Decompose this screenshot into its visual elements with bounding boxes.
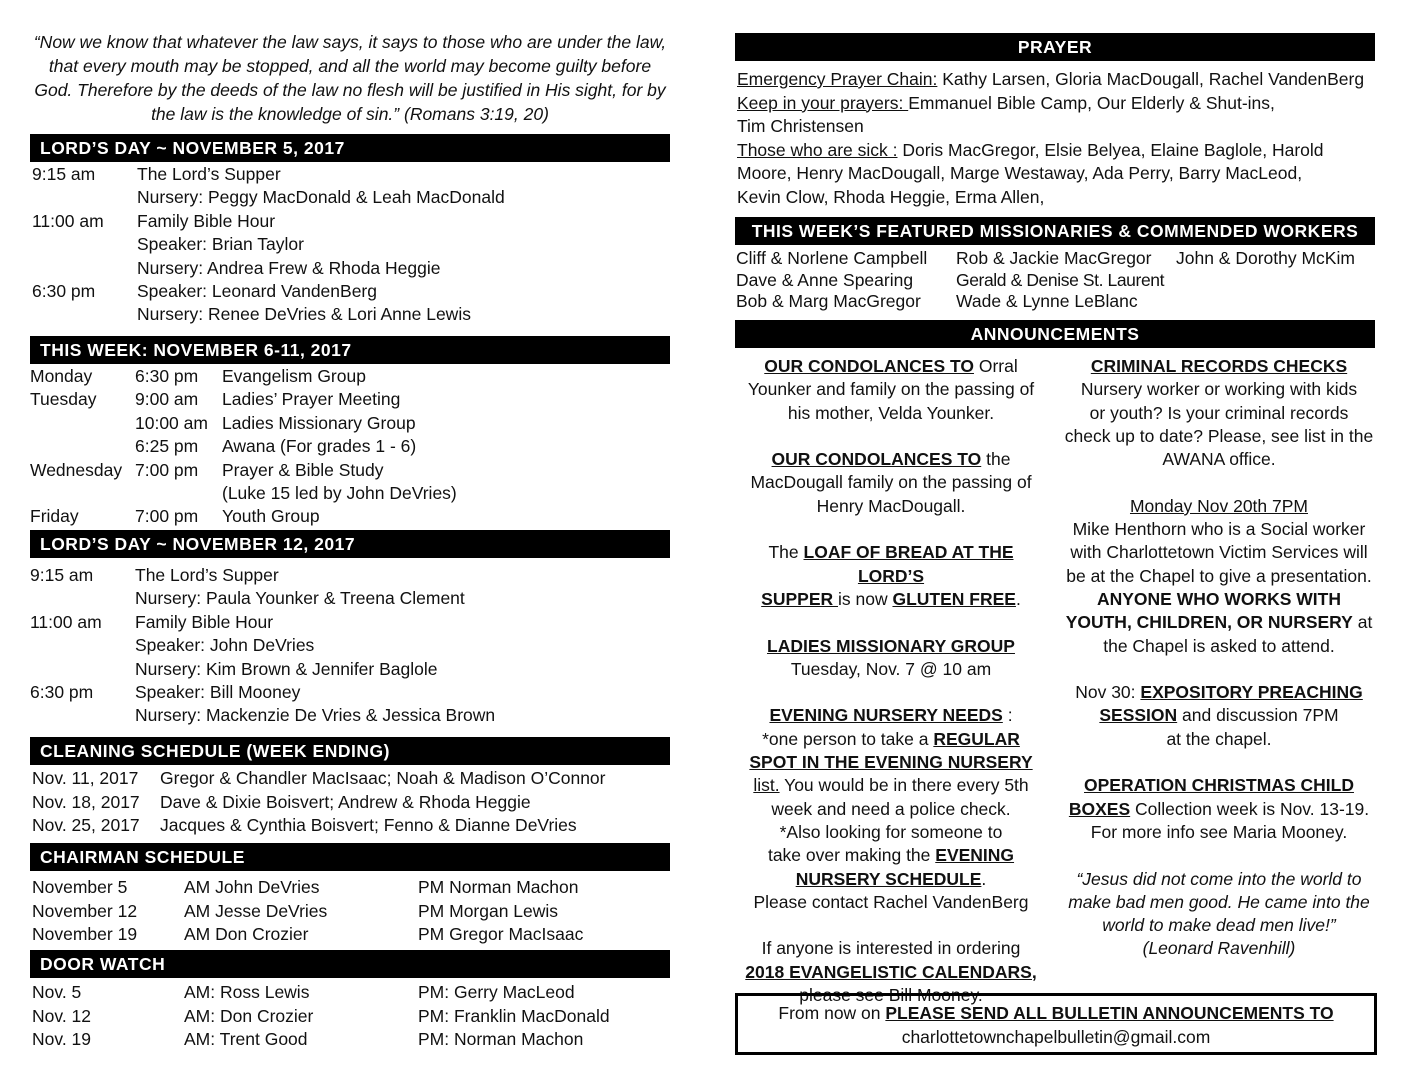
text: Please contact Rachel VandenBerg: [753, 891, 1029, 912]
description: Nursery: Paula Younker & Treena Clement: [135, 588, 465, 609]
description: Nursery: Kim Brown & Jennifer Baglole: [135, 658, 438, 679]
description: Family Bible Hour: [137, 210, 276, 231]
prayer-section: [737, 68, 1364, 209]
description: Evangelism Group: [222, 366, 366, 386]
text: the: [981, 449, 1011, 470]
date: November 12: [32, 900, 138, 921]
text: at: [1352, 612, 1373, 633]
pm-chairman: PM Norman Machon: [418, 877, 579, 897]
description: Gregor & Chandler MacIsaac; Noah & Madison O’Connor: [160, 768, 606, 788]
announcements-right: [1061, 355, 1377, 961]
date: Nov. 18, 2017: [32, 791, 140, 812]
text: *one person to take a: [762, 728, 934, 749]
missionaries-col-2: [956, 248, 1164, 313]
loaf-of-bread-title: SUPPER: [761, 588, 838, 609]
am-chairman: AM John DeVries: [184, 877, 320, 897]
time: 6:25 pm: [135, 436, 199, 457]
quote-reference: (Romans 3:19, 20): [399, 104, 549, 124]
ladies-missionary-title: LADIES MISSIONARY GROUP: [767, 635, 1015, 656]
am-door: AM: Trent Good: [184, 1029, 308, 1049]
description: Family Bible Hour: [135, 611, 274, 632]
text: is now: [838, 588, 893, 609]
criminal-records-title: CRIMINAL RECORDS CHECKS: [1090, 356, 1348, 376]
date: November 19: [32, 924, 138, 944]
condolences-2-title: OUR CONDOLANCES TO: [771, 449, 982, 470]
missionaries-col-1: [736, 248, 927, 313]
missionary: Wade & Lynne LeBlanc: [956, 291, 1138, 311]
sick-text-2: Moore, Henry MacDougall, Marge Westaway, Ada Perry, Barry MacLeod,: [737, 163, 1303, 183]
day: Monday: [30, 366, 93, 386]
missionaries-col-3: [1176, 248, 1355, 270]
am-door: AM: Don Crozier: [184, 1005, 314, 1026]
description: Nursery: Andrea Frew & Rhoda Heggie: [137, 257, 441, 278]
date: Nov. 19: [32, 1029, 92, 1049]
am-chairman: AM Don Crozier: [184, 924, 309, 944]
ravenhill-quote: “Jesus did not come into the world to: [1076, 868, 1362, 889]
text: REGULAR: [933, 728, 1020, 749]
missionary: Rob & Jackie MacGregor: [956, 248, 1152, 268]
ravenhill-quote: world to make dead men live!”: [1102, 915, 1336, 936]
description: Speaker: Leonard VandenBerg: [137, 281, 377, 301]
description: Nursery: Peggy MacDonald & Leah MacDonald: [137, 187, 505, 208]
chairman-header: CHAIRMAN SCHEDULE: [30, 843, 670, 871]
condolences-1-title: OUR CONDOLANCES TO: [764, 356, 974, 376]
ravenhill-quote: make bad men good. He came into the: [1068, 891, 1370, 912]
ravenhill-quote-author: (Leonard Ravenhill): [1142, 938, 1296, 959]
description: Nursery: Mackenzie De Vries & Jessica Brown: [135, 705, 496, 726]
am-door: AM: Ross Lewis: [184, 982, 310, 1002]
scripture-quote: [28, 30, 672, 126]
text: the Chapel is asked to attend.: [1103, 635, 1335, 656]
presentation-title: Monday Nov 20th 7PM: [1129, 495, 1308, 516]
description: Ladies Missionary Group: [222, 412, 416, 433]
keep-text-2: Tim Christensen: [737, 116, 864, 136]
time: 6:30 pm: [32, 281, 96, 301]
christmas-child-title: BOXES: [1068, 798, 1131, 819]
date: November 5: [32, 877, 128, 897]
loaf-of-bread-title: LOAF OF BREAD AT THE LORD’S: [803, 542, 1014, 586]
missionary: Cliff & Norlene Campbell: [736, 248, 928, 268]
pm-chairman: PM Gregor MacIsaac: [418, 924, 584, 944]
description: Prayer & Bible Study: [222, 459, 384, 480]
text: Henry MacDougall.: [816, 495, 966, 516]
cleaning-header: CLEANING SCHEDULE (WEEK ENDING): [30, 737, 670, 765]
this-week-header: THIS WEEK: NOVEMBER 6-11, 2017: [30, 336, 670, 364]
text: check up to date? Please, see list in the: [1064, 425, 1374, 446]
description: The Lord’s Supper: [135, 565, 279, 585]
description: Ladies’ Prayer Meeting: [222, 389, 401, 410]
prayer-chain-label: Emergency Prayer Chain:: [737, 69, 938, 89]
text: .: [981, 868, 987, 889]
description: Speaker: Bill Mooney: [135, 682, 301, 702]
text: Collection week is Nov. 13-19.: [1130, 798, 1370, 819]
text: list.: [753, 775, 780, 796]
time: 10:00 am: [135, 412, 208, 433]
lords-day-1-header: LORD’S DAY ~ NOVEMBER 5, 2017: [30, 134, 670, 162]
text: *Also looking for someone to: [779, 821, 1003, 842]
time: 7:00 pm: [135, 506, 199, 527]
text: NURSERY SCHEDULE: [795, 868, 982, 889]
text: Orral: [973, 356, 1018, 376]
quote-text: “Now we know that whatever the law says, it says to those who are under the law, that every mouth may be stopped, and all the world may become guilty before God. Therefore by the deeds of the law no flesh will be justified in His sight, for by the law is the knowledge of sin.”: [33, 32, 667, 124]
text: with Charlottetown Victim Services will: [1070, 542, 1368, 563]
announcements-left: [735, 355, 1047, 1007]
time: 7:00 pm: [135, 459, 199, 480]
text: week and need a police check.: [771, 798, 1011, 819]
lords-day-2-header: LORD’S DAY ~ NOVEMBER 12, 2017: [30, 530, 670, 558]
description: Awana (For grades 1 - 6): [222, 436, 417, 457]
pm-door: PM: Franklin MacDonald: [418, 1005, 610, 1026]
time: 11:00 am: [32, 210, 104, 231]
description: Nursery: Renee DeVries & Lori Anne Lewis: [137, 304, 471, 325]
date: Nov. 11, 2017: [32, 768, 139, 788]
missionary: Gerald & Denise St. Laurent: [956, 269, 1165, 290]
text: You would be in there every 5th: [779, 775, 1029, 796]
time: 11:00 am: [30, 611, 102, 632]
christmas-child-title: OPERATION CHRISTMAS CHILD: [1084, 775, 1354, 796]
missionary: Bob & Marg MacGregor: [736, 291, 921, 311]
text: Nursery worker or working with kids: [1080, 379, 1358, 400]
text: his mother, Velda Younker.: [787, 402, 995, 423]
text: AWANA office.: [1162, 449, 1276, 470]
text: take over making the: [767, 845, 936, 866]
gluten-free: GLUTEN FREE: [892, 588, 1016, 609]
description: The Lord’s Supper: [137, 164, 281, 184]
description: Speaker: John DeVries: [135, 635, 315, 656]
pm-door: PM: Norman Machon: [418, 1029, 584, 1049]
expository-title: SESSION: [1099, 705, 1178, 726]
prayer-chain: [737, 68, 1364, 92]
bulletin-footer-box: [735, 993, 1377, 1055]
description: (Luke 15 led by John DeVries): [222, 483, 457, 503]
time: 9:00 am: [135, 389, 199, 410]
pm-chairman: PM Morgan Lewis: [418, 900, 559, 921]
keep-in-prayers: [737, 92, 1364, 116]
description: Jacques & Cynthia Boisvert; Fenno & Dianne DeVries: [160, 815, 577, 835]
text: The: [768, 542, 804, 563]
bulletin-email: charlottetownchapelbulletin@gmail.com: [901, 1027, 1211, 1047]
time: 9:15 am: [32, 164, 96, 184]
date: Nov. 5: [32, 982, 82, 1002]
description: Youth Group: [222, 506, 320, 527]
text: Mike Henthorn who is a Social worker: [1072, 519, 1366, 540]
date: Nov. 12: [32, 1005, 92, 1026]
expository-title: EXPOSITORY PREACHING: [1140, 682, 1363, 703]
am-chairman: AM Jesse DeVries: [184, 900, 328, 921]
text: at the chapel.: [1166, 728, 1272, 749]
sick-list: [737, 139, 1364, 163]
text: be at the Chapel to give a presentation.: [1066, 565, 1372, 586]
sick-text: Doris MacGregor, Elsie Belyea, Elaine Baglole, Harold: [897, 139, 1324, 160]
text: YOUTH, CHILDREN, OR NURSERY: [1065, 612, 1353, 633]
text: For more info see Maria Mooney.: [1090, 821, 1348, 842]
missionary: Dave & Anne Spearing: [736, 269, 914, 290]
description: Speaker: Brian Taylor: [137, 234, 304, 255]
door-watch-header: DOOR WATCH: [30, 950, 670, 978]
text: From now on: [778, 1003, 886, 1023]
time: 6:30 pm: [135, 366, 199, 386]
prayer-chain-text: Kathy Larsen, Gloria MacDougall, Rachel VandenBerg: [937, 69, 1365, 89]
text: If anyone is interested in ordering: [761, 938, 1021, 959]
missionary: John & Dorothy McKim: [1176, 248, 1355, 268]
text: and discussion 7PM: [1177, 705, 1339, 726]
sick-label: Those who are sick :: [737, 139, 898, 160]
nursery-needs-title: EVENING NURSERY NEEDS: [769, 705, 1003, 726]
day: Friday: [30, 506, 79, 527]
keep-label: Keep in your prayers:: [737, 92, 909, 113]
footer-instruction: PLEASE SEND ALL BULLETIN ANNOUNCEMENTS TO: [885, 1003, 1334, 1023]
day: Tuesday: [30, 389, 97, 410]
text: EVENING: [935, 845, 1015, 866]
time: 6:30 pm: [30, 682, 94, 702]
text: MacDougall family on the passing of: [750, 472, 1032, 493]
time: 9:15 am: [30, 565, 94, 585]
text: please see Bill Mooney.: [799, 985, 983, 1006]
text: Tuesday, Nov. 7 @ 10 am: [790, 658, 992, 679]
announcements-header: ANNOUNCEMENTS: [735, 320, 1375, 348]
text: or youth? Is your criminal records: [1089, 402, 1349, 423]
missionaries-header: THIS WEEK’S FEATURED MISSIONARIES & COMMENDED WORKERS: [735, 217, 1375, 245]
text: ANYONE WHO WORKS WITH: [1096, 588, 1341, 609]
text: Younker and family on the passing of: [747, 379, 1035, 400]
prayer-header: PRAYER: [735, 33, 1375, 61]
keep-text: Emmanuel Bible Camp, Our Elderly & Shut-ins,: [908, 92, 1275, 113]
text: :: [1002, 705, 1013, 726]
calendars-title: 2018 EVANGELISTIC CALENDARS,: [745, 961, 1037, 982]
sick-text-3: Kevin Clow, Rhoda Heggie, Erma Allen,: [737, 186, 1045, 207]
text: Nov 30:: [1075, 682, 1141, 703]
date: Nov. 25, 2017: [32, 815, 140, 835]
pm-door: PM: Gerry MacLeod: [418, 982, 575, 1002]
day: Wednesday: [30, 459, 123, 480]
text: .: [1015, 588, 1021, 609]
text: SPOT IN THE EVENING NURSERY: [749, 752, 1033, 773]
description: Dave & Dixie Boisvert; Andrew & Rhoda Heggie: [160, 791, 531, 812]
